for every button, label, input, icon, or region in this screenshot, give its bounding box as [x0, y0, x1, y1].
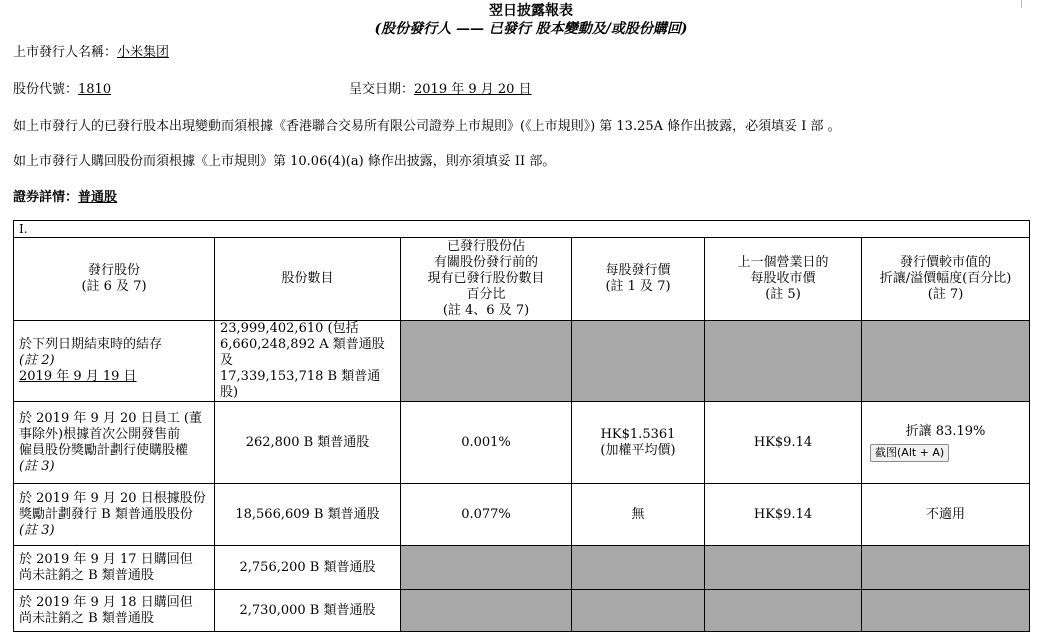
- header-issue-price: 每股發行價 (註 1 及 7): [572, 238, 705, 321]
- shaded-cell: [705, 321, 862, 402]
- table-row: [14, 402, 1030, 484]
- row-description: 於 2019 年 9 月 18 日購回但 尚未註銷之 B 類普通股: [14, 590, 215, 632]
- shaded-cell: [705, 546, 862, 590]
- submit-date-label: 呈交日期：: [349, 82, 415, 97]
- stock-code-line: [13, 78, 111, 97]
- shaded-cell: [862, 590, 1030, 632]
- issuer-label: 上市發行人名稱：: [13, 45, 118, 60]
- row-issue-price: HK$1.5361 (加權平均價): [572, 402, 705, 484]
- header-closing-price: 上一個營業日的 每股收市價 (註 5): [705, 238, 862, 321]
- table-row: [14, 546, 1030, 590]
- issuer-line: [13, 41, 169, 60]
- document-header: [0, 2, 1042, 38]
- shaded-cell: [572, 546, 705, 590]
- shaded-cell: [401, 546, 572, 590]
- shaded-cell: [862, 321, 1030, 402]
- shaded-cell: [862, 546, 1030, 590]
- header-issued-shares: 發行股份 (註 6 及 7): [14, 238, 215, 321]
- header-percentage: 已發行股份佔 有關股份發行前的 現有已發行股份數目 百分比 (註 4、6 及 7): [401, 238, 572, 321]
- submit-date: 2019 年 9 月 20 日: [414, 82, 532, 97]
- stock-code: 1810: [78, 82, 112, 97]
- screenshot-button[interactable]: 截图(Alt + A): [870, 444, 949, 462]
- issuer-name: 小米集团: [117, 45, 170, 60]
- row-description: 於 2019 年 9 月 17 日購回但 尚未註銷之 B 類普通股: [14, 546, 215, 590]
- row-discount: 折讓 83.19% 截图(Alt + A): [862, 402, 1030, 484]
- shaded-cell: [572, 590, 705, 632]
- header-discount-premium: 發行價較市值的 折讓/溢價幅度(百分比) (註 7): [862, 238, 1030, 321]
- row-shares: 2,730,000 B 類普通股: [215, 590, 401, 632]
- securities-value: 普通股: [78, 190, 118, 205]
- stock-code-label: 股份代號：: [13, 82, 79, 97]
- submit-date-line: [349, 78, 532, 97]
- row-issue-price: 無: [572, 484, 705, 546]
- row-shares: 18,566,609 B 類普通股: [215, 484, 401, 546]
- disclosure-table: [13, 220, 1030, 632]
- row-percentage: 0.077%: [401, 484, 572, 546]
- row-discount: 不適用: [862, 484, 1030, 546]
- section-label: I.: [14, 221, 1030, 238]
- header-share-count: 股份數目: [215, 238, 401, 321]
- document-title: 翌日披露報表: [489, 3, 573, 19]
- row-percentage: 0.001%: [401, 402, 572, 484]
- table-row: [14, 484, 1030, 546]
- securities-label: 證券詳情：: [13, 190, 79, 205]
- table-row: [14, 321, 1030, 402]
- note-part1: 如上市發行人的已發行股本出現變動而須根據《香港聯合交易所有限公司證券上市規則》(《上市規則》) 第 13.25A 條作出披露，必須填妥 I 部 。: [13, 119, 841, 134]
- shaded-cell: [401, 590, 572, 632]
- row-description: 於下列日期結束時的結存 (註 2) 2019 年 9 月 19 日: [14, 321, 215, 402]
- note-part2: 如上市發行人購回股份而須根據《上市規則》第 10.06(4)(a) 條作出披露，則亦須填妥 II 部。: [13, 154, 556, 169]
- row-shares: 262,800 B 類普通股: [215, 402, 401, 484]
- shaded-cell: [705, 590, 862, 632]
- shaded-cell: [572, 321, 705, 402]
- table-header-row: [14, 238, 1030, 321]
- securities-line: [13, 186, 117, 205]
- row-closing-price: HK$9.14: [705, 484, 862, 546]
- shaded-cell: [401, 321, 572, 402]
- row-shares: 2,756,200 B 類普通股: [215, 546, 401, 590]
- row-description: 於 2019 年 9 月 20 日根據股份 獎勵計劃發行 B 類普通股股份 (註 3): [14, 484, 215, 546]
- table-row: [14, 590, 1030, 632]
- document-subtitle: (股份發行人 —— 已發行 股本變動及/或股份購回): [374, 21, 688, 37]
- row-shares: 23,999,402,610 (包括 6,660,248,892 A 類普通股及 17,339,153,718 B 類普通股): [215, 321, 401, 402]
- row-closing-price: HK$9.14: [705, 402, 862, 484]
- row-description: 於 2019 年 9 月 20 日員工 (董 事除外)根據首次公開發售前 僱員股份獎勵計劃行使購股權 (註 3): [14, 402, 215, 484]
